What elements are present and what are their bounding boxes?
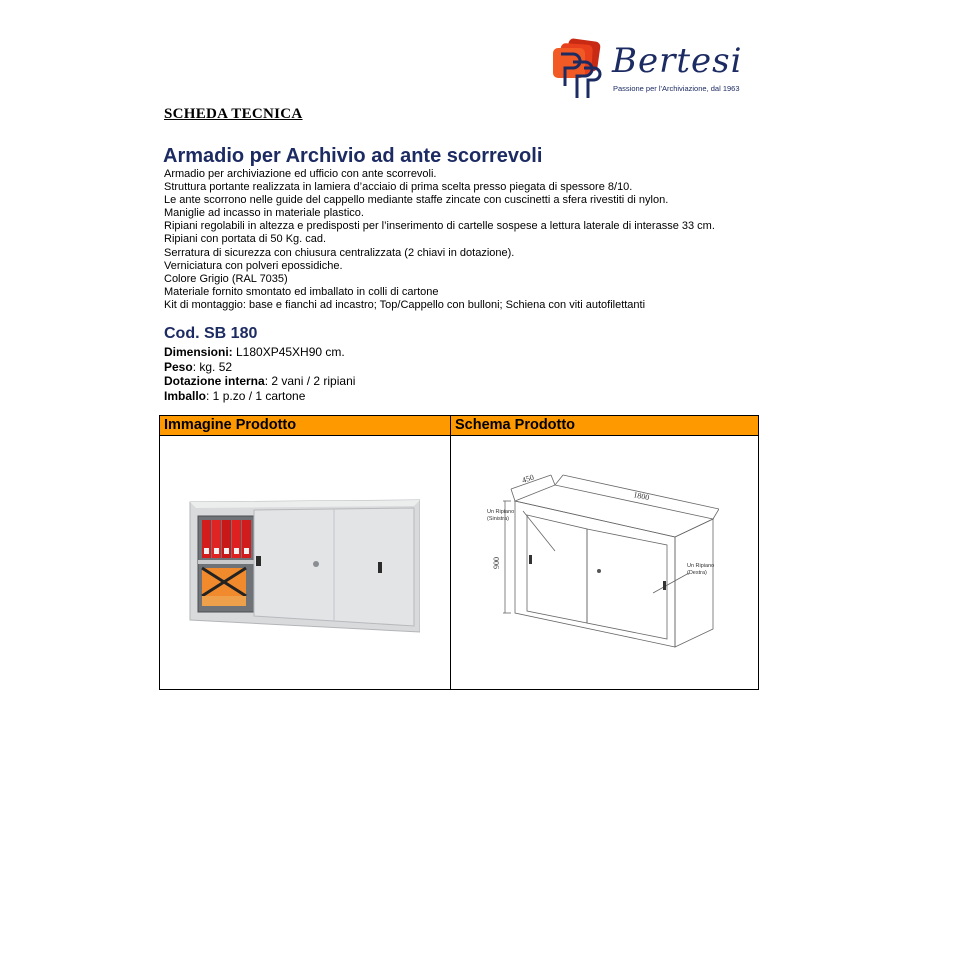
product-description [164,168,715,312]
left-handle-icon [529,555,532,564]
product-code: Cod. SB 180 [164,325,258,342]
description-line: Ripiani con portata di 50 Kg. cad. [164,233,327,246]
product-image-header: Immagine Prodotto [160,416,450,436]
spec-value: : kg. 52 [192,359,233,374]
depth-dimension: 450 [520,472,536,485]
logo-name: Bertesi [612,41,743,81]
description-line: Serratura di sicurezza con chiusura centralizzata (2 chiavi in dotazione). [164,246,515,259]
width-dimension: 1800 [632,490,651,503]
right-shelf-note: Un Ripiano [687,563,715,569]
product-image-column [160,416,451,689]
spec-label: Dimensioni: [164,345,233,359]
right-shelf-note-side: (Destra) [687,570,707,576]
spec-list [164,345,355,403]
spec-packaging [164,389,355,404]
description-line: Armadio per archiviazione ed ufficio con ante scorrevoli. [164,168,437,180]
height-dimension: 900 [492,557,501,569]
logo-tagline: Passione per l'Archiviazione, dal 1963 [613,84,740,93]
sheet-title: SCHEDA TECNICA [164,106,303,122]
product-title: Armadio per Archivio ad ante scorrevoli [163,145,543,167]
bertesi-logo [551,38,761,108]
left-shelf-note: Un Ripiano [487,509,515,515]
spec-label: Imballo [164,388,207,403]
description-line: Struttura portante realizzata in lamiera d’acciaio di prima scelta presso piegata di spessore 8/10. [164,181,633,194]
description-line: Verniciatura con polveri epossidiche. [164,259,343,272]
product-schema-header: Schema Prodotto [451,416,758,436]
product-photo [188,498,420,634]
spec-value: : 2 vani / 2 ripiani [264,374,356,388]
spec-dimensions [164,345,355,360]
spec-value: : 1 p.zo / 1 cartone [206,388,306,403]
description-line: Colore Grigio (RAL 7035) [164,272,288,285]
spec-weight [164,360,355,375]
right-handle-icon [663,581,666,590]
lock-icon [597,569,601,573]
spec-equipment [164,374,355,389]
product-table [159,415,759,690]
description-line: Kit di montaggio: base e fianchi ad incastro; Top/Cappello con bulloni; Schiena con viti autofilettanti [164,298,646,311]
description-line: Le ante scorrono nelle guide del cappello mediante staffe zincate con cuscinetti a sfera rivestiti di nylon. [164,194,669,207]
product-schema-drawing [469,471,719,656]
logo-mark-icon [551,38,615,108]
left-shelf-note-side: (Sinistra) [487,516,510,522]
product-schema-column [451,416,758,689]
spec-label: Dotazione interna [164,374,265,388]
spec-value: L180XP45XH90 cm. [232,345,345,359]
description-line: Ripiani regolabili in altezza e predisposti per l’inserimento di cartelle sospese a lettura laterale di interasse 33 cm. [164,220,715,233]
spec-label: Peso [164,359,193,374]
description-line: Maniglie ad incasso in materiale plastico. [164,207,364,220]
description-line: Materiale fornito smontato ed imballato in colli di cartone [164,285,439,298]
